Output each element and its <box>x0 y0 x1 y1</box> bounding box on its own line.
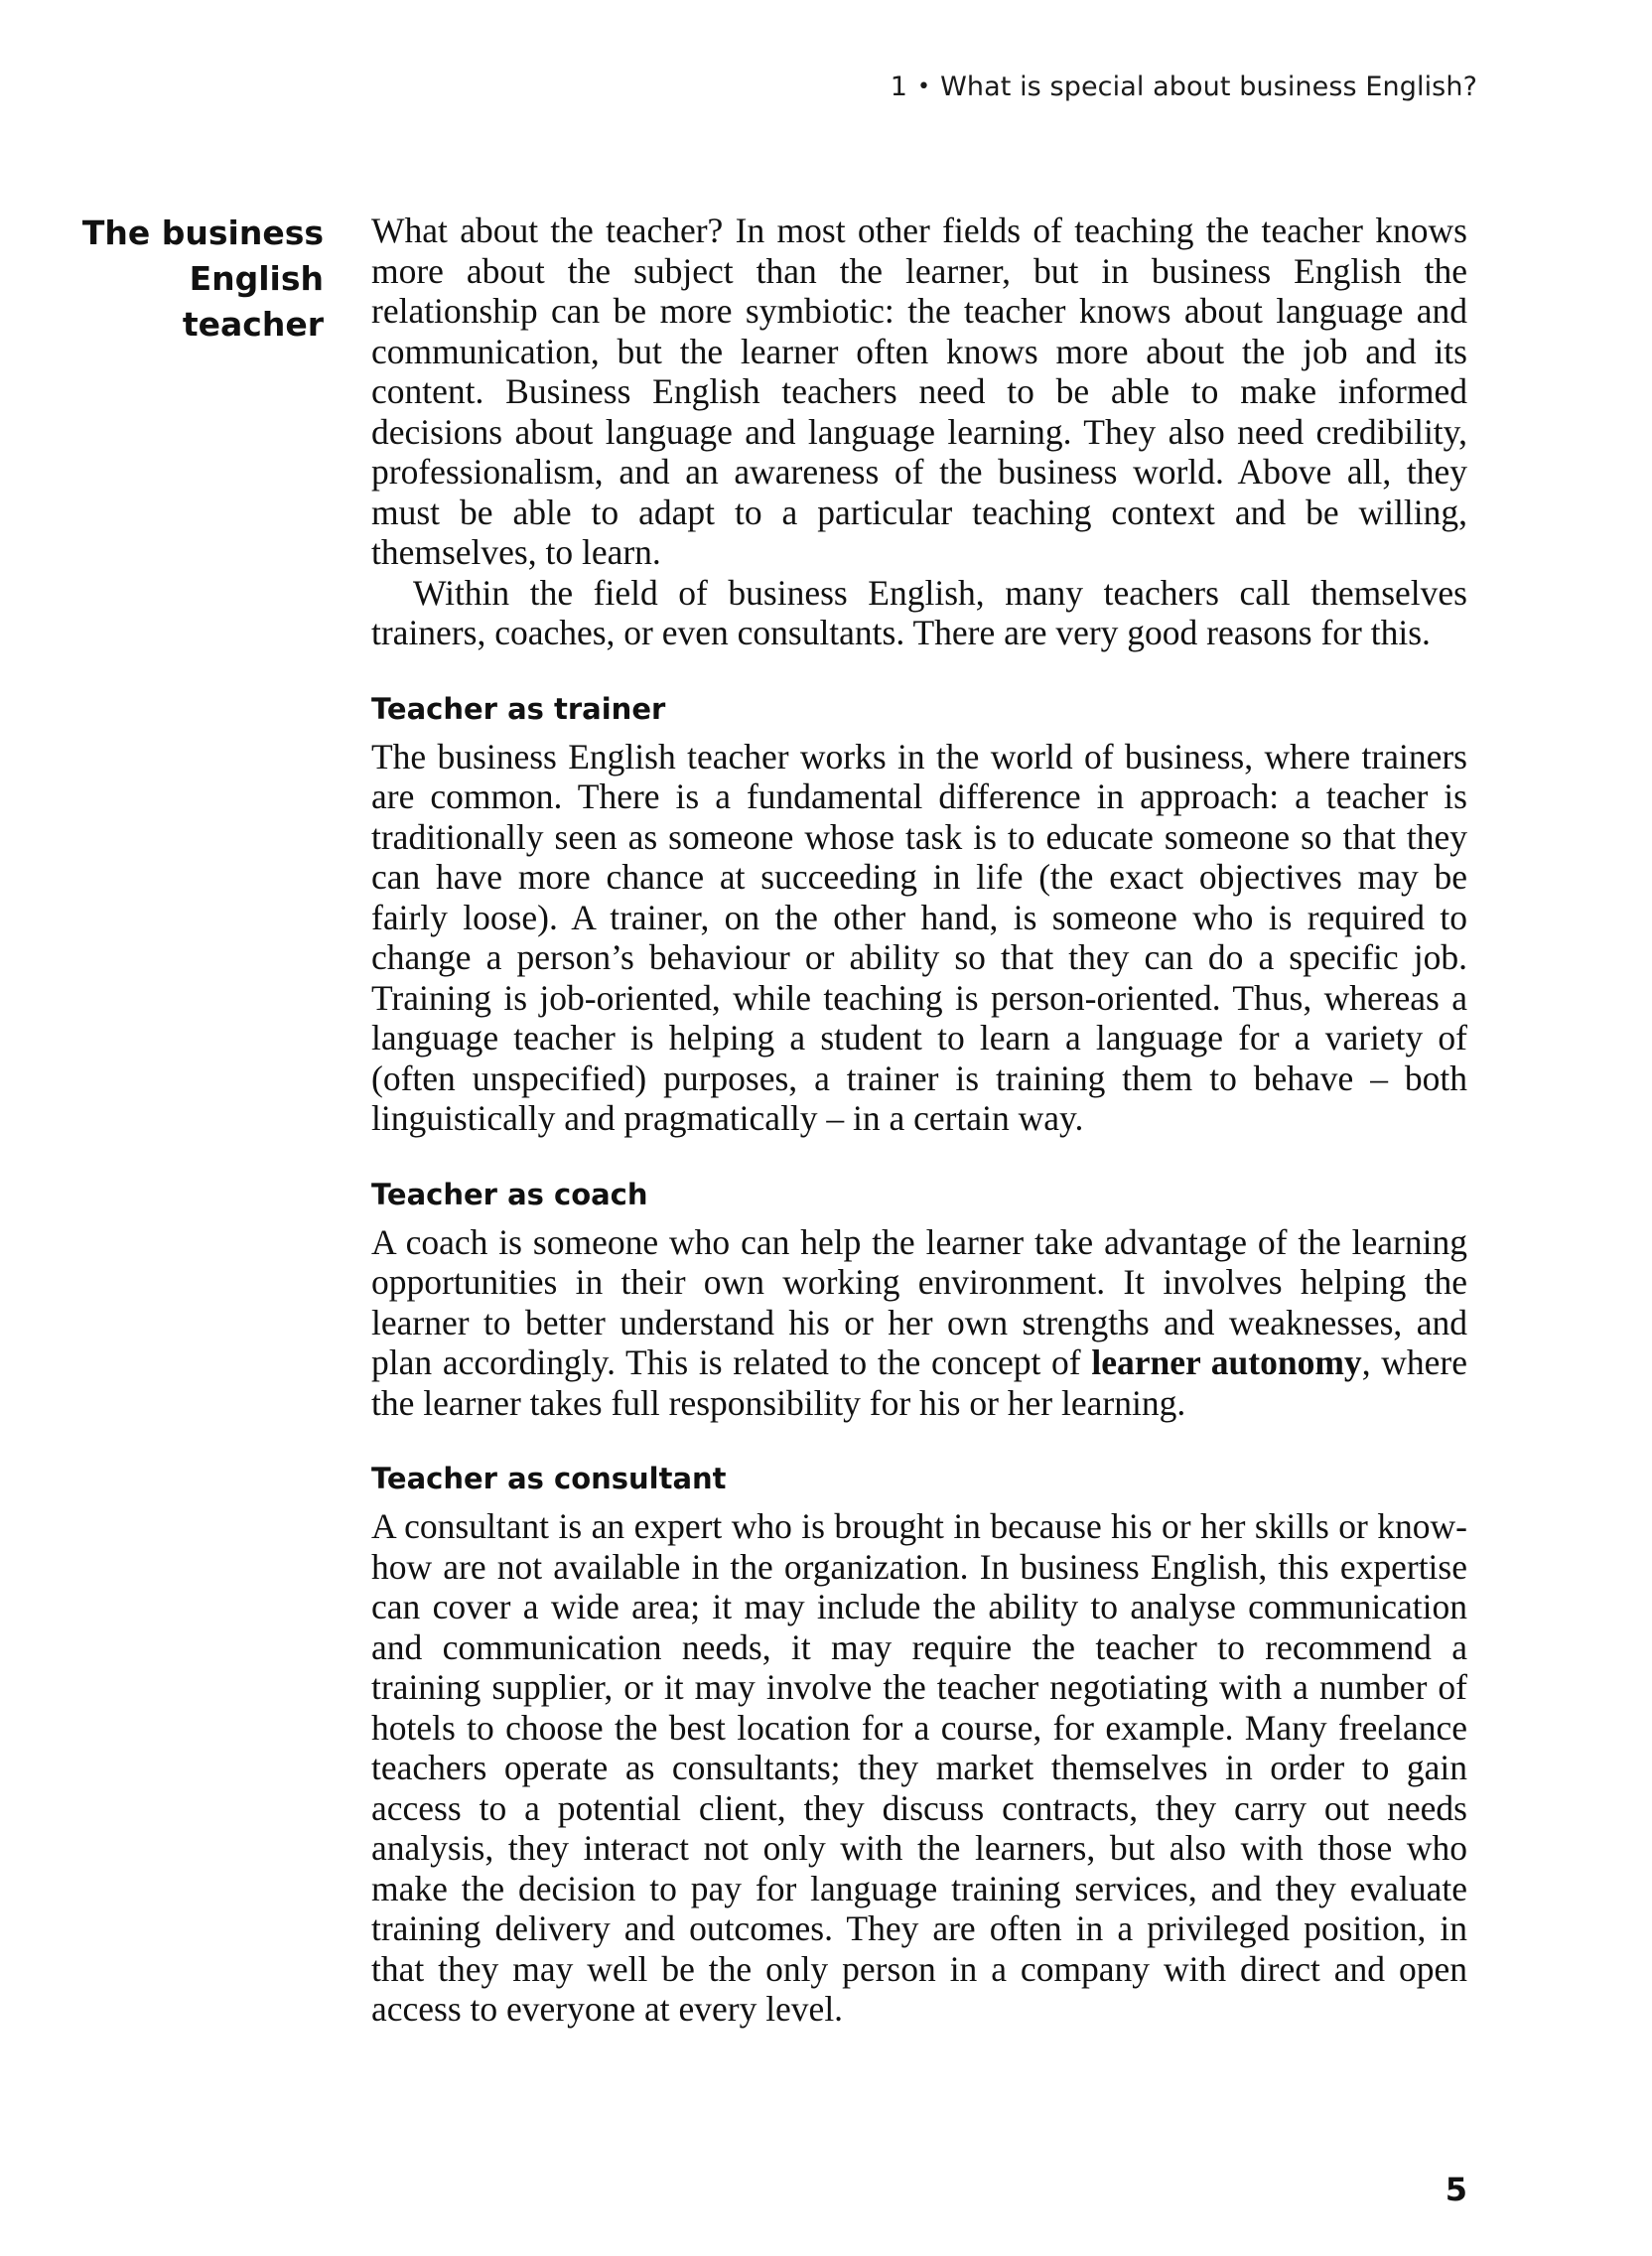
chapter-number: 1 <box>890 71 907 102</box>
section-heading-line1: The business <box>81 213 324 252</box>
chapter-title: What is special about business English? <box>940 71 1477 102</box>
trainer-heading: Teacher as trainer <box>371 691 666 726</box>
consultant-paragraph: A consultant is an expert who is brought in because his or her skills or know-how are not available in the organization. In business English, this expertise can cover a wide area; it may include the ability to analyse communication and communication needs, it may require the teacher to recommend a training supplier, or it may involve the teacher negotiating with a number of hotels to choose the best location for a course, for example. Many freelance teachers operate as consultants; they market themselves in order to gain access to a potential client, they discuss contracts, they carry out needs analysis, they interact not only with the learners, but also with those who make the decision to pay for language training services, and they evaluate training delivery and outcomes. They are often in a privileged position, in that they may well be the only person in a company with direct and open access to everyone at every level. <box>371 1506 1467 2029</box>
page-number: 5 <box>1445 2171 1467 2208</box>
bullet-separator: • <box>916 74 931 99</box>
consultant-heading: Teacher as consultant <box>371 1462 727 1495</box>
coach-text-after: , where the learner takes full responsibility for his or her learning. <box>371 1342 1467 1423</box>
running-head <box>891 71 1477 102</box>
coach-paragraph <box>371 1222 1467 1424</box>
section-margin-heading <box>40 211 324 348</box>
section-heading-line2: English teacher <box>182 259 324 344</box>
intro-paragraph-2: Within the field of business English, many teachers call themselves trainers, coaches, or even consultants. There are very good reasons for this. <box>371 572 1467 652</box>
body-column <box>371 211 1467 2030</box>
intro-paragraph-1: What about the teacher? In most other fields of teaching the teacher knows more about the subject than the learner, but in business English the relationship can be more symbiotic: the teacher knows about language and communication, but the learner often knows more about the job and its content. Business English teachers need to be able to make informed decisions about language and language learning. They also need credibility, professionalism, and an awareness of the business world. Above all, they must be able to adapt to a particular teaching context and be willing, themselves, to learn. <box>371 211 1467 572</box>
learner-autonomy-term: learner autonomy <box>1091 1342 1362 1382</box>
trainer-paragraph: The business English teacher works in the world of business, where trainers are common. There is a fundamental difference in approach: a teacher is traditionally seen as someone whose task is to educate someone so that they can have more chance at succeeding in life (the exact objectives may be fairly loose). A trainer, on the other hand, is someone who is required to change a person’s behaviour or ability so that they can do a specific job. Training is job-oriented, while teaching is person-oriented. Thus, whereas a language teacher is helping a student to learn a language for a variety of (often unspecified) purposes, a trainer is training them to behave – both linguistically and pragmatically – in a certain way. <box>371 736 1467 1138</box>
coach-heading: Teacher as coach <box>371 1177 648 1211</box>
coach-text-before: A coach is someone who can help the learner take advantage of the learning opportunities in their own working environment. It involves helping the learner to better understand his or her own strengths and weaknesses, and plan accordingly. This is related to the concept of <box>371 1221 1467 1382</box>
